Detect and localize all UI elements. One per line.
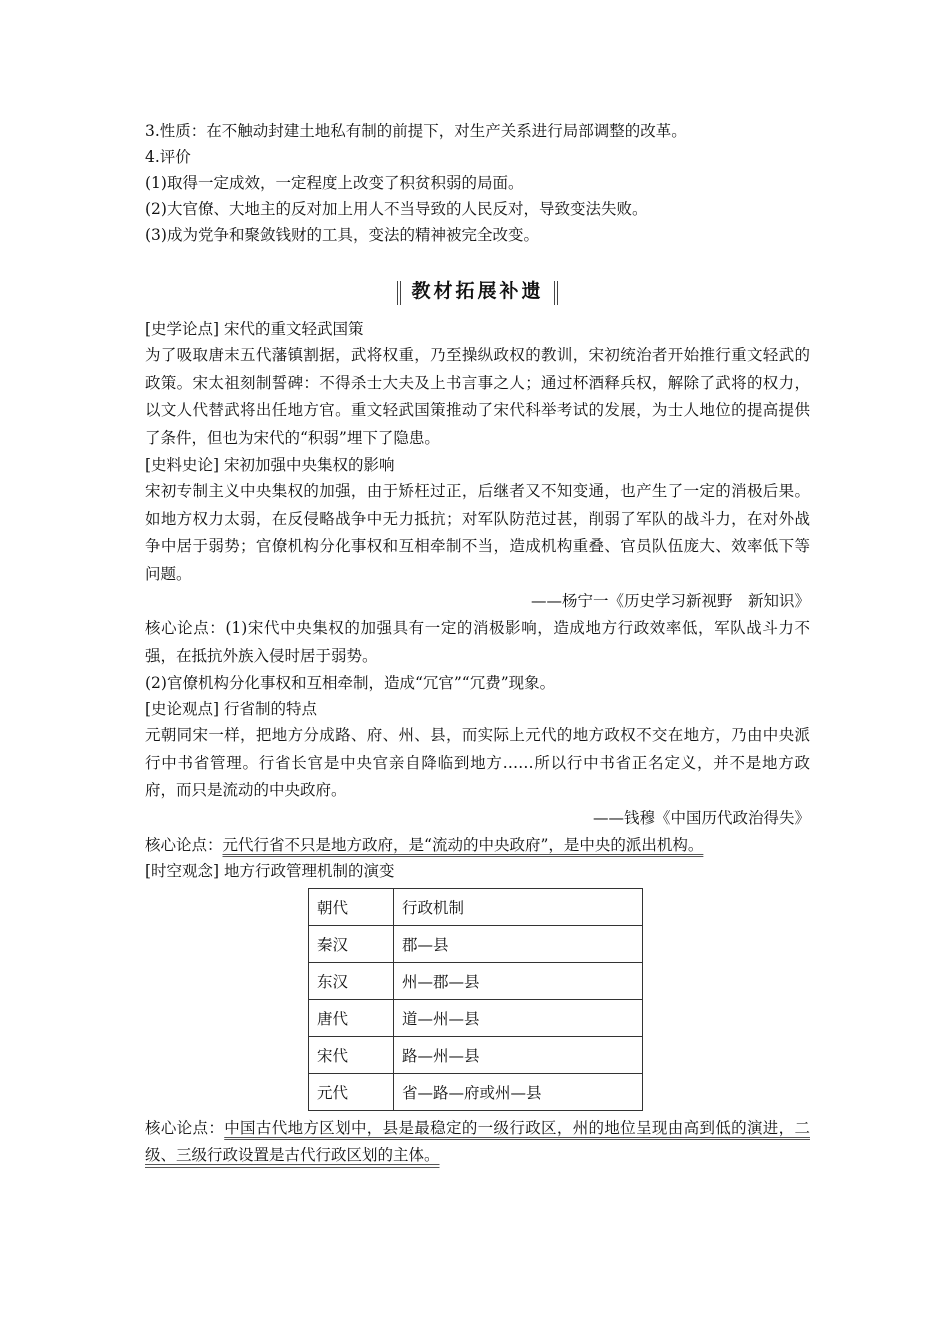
core-point-label: 核心论点：: [145, 835, 223, 854]
table-cell: 元代: [309, 1073, 394, 1110]
table-cell: 郡—县: [394, 925, 643, 962]
section-2-body: 宋初专制主义中央集权的加强，由于矫枉过正，后继者又不知变通，也产生了一定的消极后果。如地方权力太弱，在反侵略战争中无力抵抗；对军队防范过甚，削弱了军队的战斗力，在对外战争中居于弱势；官僚机构分化事权和互相牵制不当，造成机构重叠、官员队伍庞大、效率低下等问题。: [145, 482, 810, 583]
section-banner: [145, 276, 810, 306]
table-cell: 唐代: [309, 999, 394, 1036]
evaluation-item-1: (1)取得一定成效，一定程度上改变了积贫积弱的局面。: [145, 174, 524, 192]
section-2-source: ——杨宁一《历史学习新视野 新知识》: [530, 592, 810, 610]
evaluation-item-2: (2)大官僚、大地主的反对加上用人不当导致的人民反对，导致变法失败。: [145, 200, 648, 218]
document-page: [145, 118, 810, 1170]
section-3-heading: [史论观点] 行省制的特点: [145, 700, 318, 718]
section-2-heading: [史料史论] 宋初加强中央集权的影响: [145, 456, 395, 474]
table-cell: 秦汉: [309, 925, 394, 962]
section-3-source: ——钱穆《中国历代政治得失》: [592, 808, 810, 827]
table-row: [309, 999, 643, 1036]
section-2-core-point-1: 核心论点：(1)宋代中央集权的加强具有一定的消极影响，造成地方行政效率低，军队战斗力不强，在抵抗外族入侵时居于弱势。: [145, 619, 810, 665]
section-2-core-point-2: (2)官僚机构分化事权和互相牵制，造成“冗官”“冗费”现象。: [145, 674, 556, 692]
table-header-cell: 行政机制: [394, 888, 643, 925]
evaluation-heading: 4.评价: [145, 148, 191, 166]
admin-system-table: [308, 888, 643, 1111]
core-point-text: 元代行省不只是地方政府，是“流动的中央政府”，是中央的派出机构。: [222, 835, 704, 854]
table-cell: 州—郡—县: [394, 962, 643, 999]
core-point-label: 核心论点：: [145, 1118, 225, 1137]
section-4-core-point: [145, 1115, 810, 1170]
table-row: [309, 962, 643, 999]
table-header-row: [309, 888, 643, 925]
table-row: [309, 1036, 643, 1073]
table-row: [309, 925, 643, 962]
evaluation-item-3: (3)成为党争和聚敛钱财的工具，变法的精神被完全改变。: [145, 226, 539, 244]
banner-right-bar: [554, 281, 558, 305]
table-cell: 路—州—县: [394, 1036, 643, 1073]
core-point-text: 中国古代地方区划中，县是最稳定的一级行政区，州的地位呈现由高到低的演进，二级、三级行政设置是古代行政区划的主体。: [145, 1118, 810, 1164]
section-1-heading: [史学论点] 宋代的重文轻武国策: [145, 320, 364, 338]
table-cell: 省—路—府或州—县: [394, 1073, 643, 1110]
banner-title: 教材拓展补遗: [411, 280, 544, 302]
table-cell: 东汉: [309, 962, 394, 999]
table-cell: 宋代: [309, 1036, 394, 1073]
banner-left-bar: [397, 281, 401, 305]
nature-line: 3.性质：在不触动封建土地私有制的前提下，对生产关系进行局部调整的改革。: [145, 122, 687, 140]
section-4-heading: [时空观念] 地方行政管理机制的演变: [145, 861, 395, 880]
section-3-core-point: [145, 832, 810, 858]
table-row: [309, 1073, 643, 1110]
table-cell: 道—州—县: [394, 999, 643, 1036]
section-1-body: 为了吸取唐末五代藩镇割据，武将权重，乃至操纵政权的教训，宋初统治者开始推行重文轻武的政策。宋太祖刻制誓碑：不得杀士大夫及上书言事之人；通过杯酒释兵权，解除了武将的权力，以文人代替武将出任地方官。重文轻武国策推动了宋代科举考试的发展，为士人地位的提高提供了条件，但也为宋代的“积弱”埋下了隐患。: [145, 346, 810, 447]
section-3-body: 元朝同宋一样，把地方分成路、府、州、县，而实际上元代的地方政权不交在地方，乃由中央派行中书省管理。行省长官是中央官亲自降临到地方……所以行中书省正名定义，并不是地方政府，而只是流动的中央政府。: [145, 726, 810, 799]
table-header-cell: 朝代: [309, 888, 394, 925]
